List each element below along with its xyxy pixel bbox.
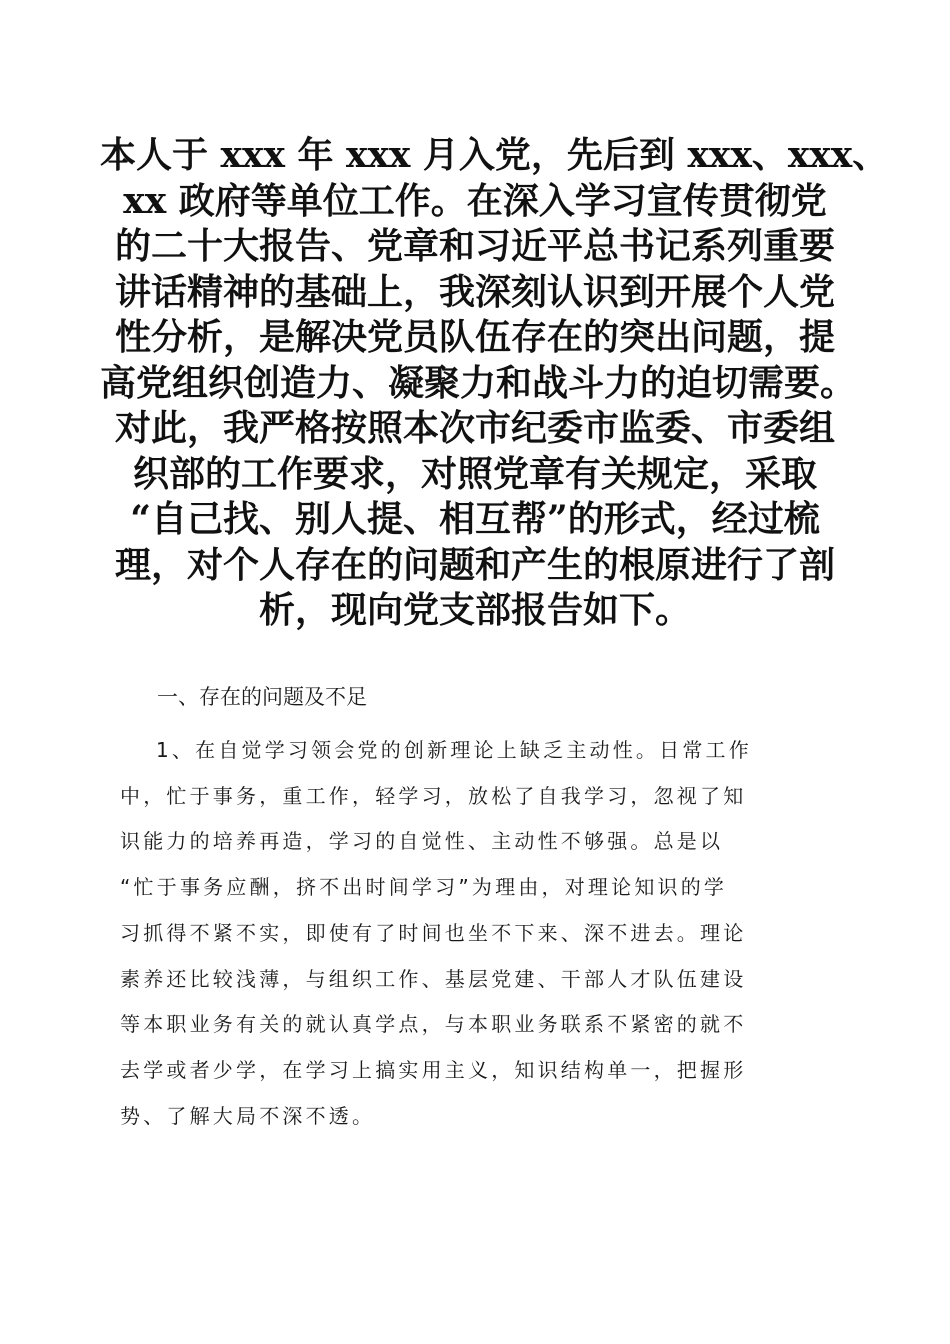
intro-line: 析，现向党支部报告如下。 xyxy=(258,589,691,631)
body-line: 势、了解大局不深不透。 xyxy=(120,1103,376,1128)
intro-line: 高党组织创造力、凝聚力和战斗力的迫切需要。 xyxy=(100,361,857,404)
intro-line: 本人于 xxx 年 xxx 月入党，先后到 xxx、xxx、 xyxy=(100,134,889,176)
body-line: 中，忙于事务，重工作，轻学习，放松了自我学习，忽视了知 xyxy=(120,783,747,808)
intro-line: 讲话精神的基础上，我深刻认识到开展个人党 xyxy=(114,270,835,313)
body-line: 等本职业务有关的就认真学点，与本职业务联系不紧密的就不 xyxy=(120,1012,747,1037)
intro-line: 织部的工作要求，对照党章有关规定，采取 xyxy=(132,452,817,495)
body-line: 识能力的培养再造，学习的自觉性、主动性不够强。总是以 xyxy=(120,829,724,854)
intro-line: 对此，我严格按照本次市纪委市监委、市委组 xyxy=(114,407,835,449)
intro-paragraph xyxy=(100,133,889,634)
section-heading: 一、存在的问题及不足 xyxy=(157,685,367,709)
body-line: 去学或者少学，在学习上搞实用主义，知识结构单一，把握形 xyxy=(120,1057,747,1082)
body-paragraph xyxy=(120,728,830,1139)
body-line: 1、在自觉学习领会党的创新理论上缺乏主动性。日常工作 xyxy=(156,738,752,762)
intro-line: 理，对个人存在的问题和产生的根原进行了剖 xyxy=(114,543,835,586)
intro-line: “自己找、别人提、相互帮”的形式，经过梳 xyxy=(130,498,820,540)
intro-line: xx 政府等单位工作。在深入学习宣传贯彻党 xyxy=(123,179,827,222)
body-line: “忙于事务应酬，挤不出时间学习”为理由，对理论知识的学 xyxy=(120,875,728,900)
intro-line: 的二十大报告、党章和习近平总书记系列重要 xyxy=(114,225,835,267)
intro-line: 性分析，是解决党员队伍存在的突出问题，提 xyxy=(114,316,835,358)
body-line: 素养还比较浅薄，与组织工作、基层党建、干部人才队伍建设 xyxy=(120,966,747,991)
body-line: 习抓得不紧不实，即使有了时间也坐不下来、深不进去。理论 xyxy=(120,920,747,945)
